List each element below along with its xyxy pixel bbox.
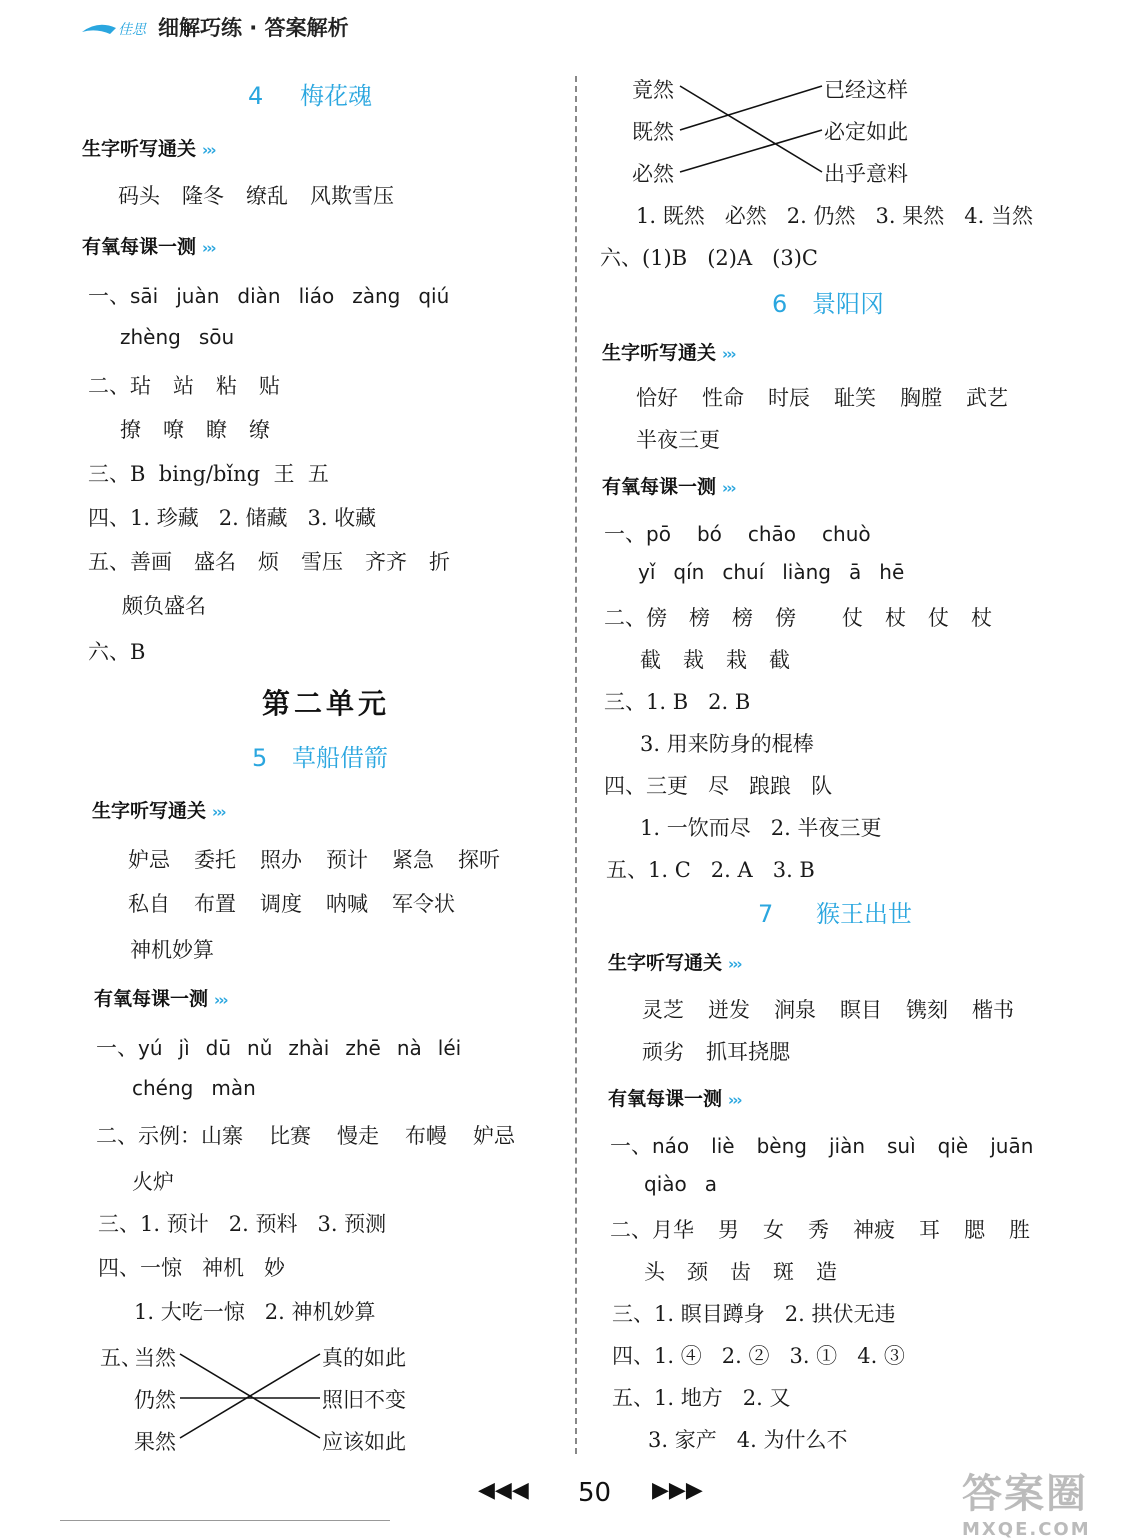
answer-line: 火炉	[132, 1170, 174, 1194]
lesson-number: 4	[248, 82, 264, 110]
answer-line: 一、yú jì dū nǔ zhài zhē nà léi	[96, 1036, 462, 1060]
section-heading-quiz: 有氧每课一测 ›››	[608, 1088, 741, 1110]
chevrons-right-icon: ›››	[212, 803, 225, 821]
answer-line: 二、月华 男 女 秀 神疲 耳 腮 胜	[610, 1218, 1030, 1242]
answer-line: 五、善画 盛名 烦 雪压 齐齐 折	[88, 550, 450, 574]
lesson-number: 6	[772, 290, 788, 318]
answer-line: yǐ qín chuí liàng ā hē	[638, 560, 905, 584]
answer-line: 撩 嘹 瞭 缭	[120, 418, 270, 442]
lesson-6-title	[772, 284, 884, 319]
chevrons-right-icon: ›››	[728, 955, 741, 973]
answer-line: 一、pō bó chāo chuò	[604, 522, 871, 546]
answer-line: zhèng sōu	[120, 325, 235, 349]
section-heading-dictation: 生字听写通关 ›››	[602, 342, 735, 364]
chevrons-right-icon: ›››	[202, 141, 215, 159]
answer-line: 四、三更 尽 踉踉 队	[604, 774, 833, 798]
match-right-item: 照旧不变	[322, 1388, 406, 1412]
logo-text: 佳思	[118, 22, 146, 38]
answer-line: qiào a	[644, 1172, 718, 1196]
answer-line: 四、一惊 神机 妙	[98, 1256, 286, 1280]
answer-line: 头 颈 齿 斑 造	[644, 1260, 837, 1284]
answer-line: 一、náo liè bèng jiàn suì qiè juān	[610, 1134, 1034, 1158]
match-right-item: 出乎意料	[824, 162, 908, 186]
answer-line: 1. 一饮而尽 2. 半夜三更	[640, 816, 882, 840]
answer-line: 二、傍 榜 榜 傍 仗 杖 仗 杖	[604, 606, 992, 630]
section-heading-quiz: 有氧每课一测 ›››	[94, 988, 227, 1010]
answer-line: 3. 用来防身的棍棒	[640, 732, 814, 756]
match-right-item: 真的如此	[322, 1346, 406, 1370]
chevrons-right-icon: ›››	[202, 239, 215, 257]
section-heading-dictation: 生字听写通关 ›››	[82, 138, 215, 160]
match-line	[680, 86, 822, 172]
match-left-item: 竟然	[632, 78, 674, 102]
lesson-name: 草船借箭	[292, 744, 388, 772]
match-right-item: 应该如此	[322, 1430, 406, 1454]
watermark-logo-text: 答案圈	[962, 1471, 1088, 1517]
lesson-number: 5	[252, 744, 268, 772]
answer-line: 四、1. ④ 2. ② 3. ① 4. ③	[612, 1344, 905, 1368]
chevrons-right-icon: ›››	[214, 991, 227, 1009]
answer-line: 五、1. 地方 2. 又	[612, 1386, 791, 1410]
chevrons-right-icon: ›››	[728, 1091, 741, 1109]
lesson-7-title	[758, 894, 912, 929]
answer-line: chéng màn	[132, 1076, 256, 1100]
answer-line: 六、B	[88, 640, 146, 664]
match-right-item: 已经这样	[824, 78, 908, 102]
chevrons-right-icon: ›››	[722, 345, 735, 363]
word-list: 顽劣 抓耳挠腮	[642, 1040, 790, 1064]
watermark	[962, 1462, 1091, 1540]
match-left-item: 既然	[632, 120, 674, 144]
word-list: 神机妙算	[130, 938, 214, 962]
section-heading-dictation: 生字听写通关 ›››	[92, 800, 225, 822]
answer-line: 三、1. 预计 2. 预料 3. 预测	[98, 1212, 387, 1236]
word-list: 妒忌 委托 照办 预计 紧急 探听	[128, 848, 500, 872]
answer-line: 三、1. 瞑目蹲身 2. 拱伏无违	[612, 1302, 896, 1326]
match-line	[680, 86, 822, 130]
answer-line: 1. 既然 必然 2. 仍然 3. 果然 4. 当然	[636, 204, 1033, 228]
word-list: 灵芝 迸发 涧泉 瞑目 镌刻 楷书	[642, 998, 1014, 1022]
answer-line: 五、1. C 2. A 3. B	[606, 858, 815, 882]
next-page-arrows-icon[interactable]: ▶▶▶	[652, 1478, 703, 1503]
match-left-item: 仍然	[134, 1388, 176, 1412]
answer-line: 六、(1)B (2)A (3)C	[600, 246, 818, 270]
answer-line: 3. 家产 4. 为什么不	[648, 1428, 848, 1452]
section-heading-quiz: 有氧每课一测 ›››	[602, 476, 735, 498]
answer-line: 二、玷 站 粘 贴	[88, 374, 280, 398]
footer-rule	[60, 1520, 390, 1521]
answer-line: 三、B bing/bǐng 王 五	[88, 462, 329, 486]
word-list: 码头 隆冬 缭乱 风欺雪压	[118, 184, 394, 208]
word-list: 私自 布置 调度 呐喊 军令状	[128, 892, 455, 916]
match-right-item: 必定如此	[824, 120, 908, 144]
match-left-item: 果然	[134, 1430, 176, 1454]
lesson-name: 猴王出世	[816, 900, 912, 928]
section-heading-dictation: 生字听写通关 ›››	[608, 952, 741, 974]
answer-line: 1. 大吃一惊 2. 神机妙算	[134, 1300, 376, 1324]
match-line	[680, 130, 822, 172]
matching-label: 五、	[100, 1346, 142, 1370]
header-title: 细解巧练 · 答案解析	[158, 16, 349, 40]
match-left-item: 必然	[632, 162, 674, 186]
word-list: 半夜三更	[636, 428, 720, 452]
lesson-name: 梅花魂	[300, 82, 372, 110]
section-heading-quiz: 有氧每课一测 ›››	[82, 236, 215, 258]
lesson-name: 景阳冈	[812, 290, 884, 318]
unit-title: 第二单元	[262, 687, 391, 720]
watermark-url: MXQE.COM	[962, 1519, 1091, 1540]
lesson-number: 7	[758, 900, 774, 928]
answer-line: 三、1. B 2. B	[604, 690, 751, 714]
word-list: 恰好 性命 时辰 耻笑 胸膛 武艺	[636, 386, 1008, 410]
answer-line: 颇负盛名	[122, 594, 206, 618]
chevrons-right-icon: ›››	[722, 479, 735, 497]
page-number: 50	[578, 1478, 612, 1508]
match-left-item: 当然	[134, 1346, 176, 1370]
answer-line: 二、示例：山寨 比赛 慢走 布幔 妒忌	[96, 1124, 515, 1148]
answer-line: 四、1. 珍藏 2. 储藏 3. 收藏	[88, 506, 377, 530]
answer-line: 一、sāi juàn diàn liáo zàng qiú	[88, 284, 450, 308]
answer-line: 截 裁 栽 截	[640, 648, 790, 672]
prev-page-arrows-icon[interactable]: ◀◀◀	[478, 1478, 529, 1503]
